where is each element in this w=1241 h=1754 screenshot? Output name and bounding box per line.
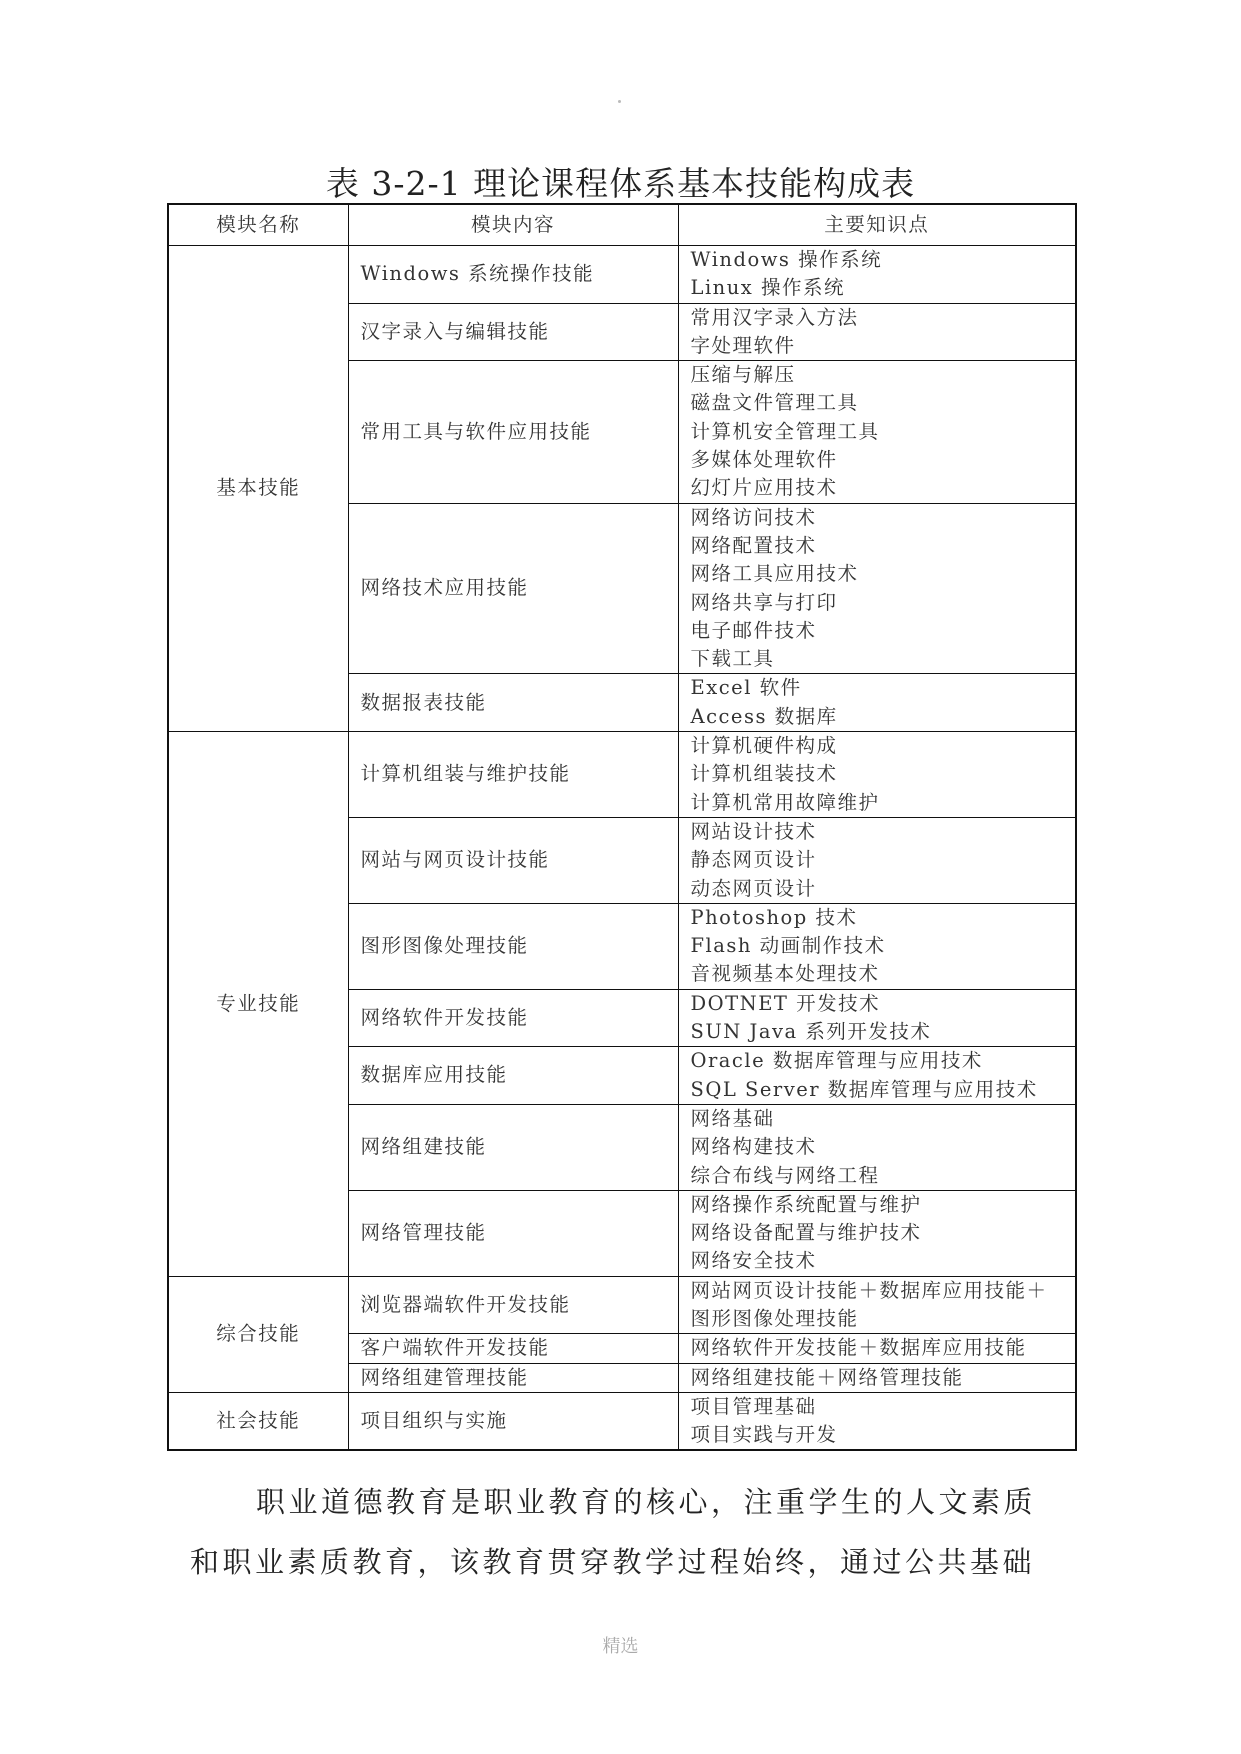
key-point-item: 计算机硬件构成 (690, 734, 838, 758)
key-point-item: DOTNET 开发技术 (690, 991, 881, 1015)
module-content-cell: 网络组建技能 (348, 1104, 678, 1190)
table-header-row (168, 204, 1076, 246)
key-point-item: SQL Server 数据库管理与应用技术 (690, 1077, 1038, 1101)
module-content-cell: 网络组建管理技能 (348, 1363, 678, 1392)
key-point-item: 常用汉字录入方法 (690, 305, 859, 329)
table-row (168, 1392, 1076, 1450)
module-content-cell: 网站与网页设计技能 (348, 817, 678, 903)
module-content-cell: 数据库应用技能 (348, 1047, 678, 1105)
key-point-item: 电子邮件技术 (690, 618, 817, 642)
key-point-item: 网络基础 (690, 1106, 775, 1130)
module-name-cell: 基本技能 (168, 246, 348, 732)
key-point-item: 网站设计技术 (690, 819, 817, 843)
key-points-cell (678, 817, 1076, 903)
table-row (168, 732, 1076, 818)
key-point-item: Windows 操作系统 (690, 248, 883, 271)
key-point-item: Photoshop 技术 (690, 905, 858, 929)
key-point-item: 网络安全技术 (690, 1249, 817, 1273)
header-dot (618, 100, 621, 103)
key-point-item: 计算机常用故障维护 (690, 790, 880, 814)
module-content-cell: 浏览器端软件开发技能 (348, 1276, 678, 1334)
key-point-item: 下载工具 (690, 647, 775, 671)
key-points-cell (678, 1334, 1076, 1363)
module-name-cell: 专业技能 (168, 732, 348, 1277)
key-point-item: 图形图像处理技能 (690, 1306, 859, 1330)
header-key-points: 主要知识点 (678, 204, 1076, 246)
key-point-item: 音视频基本处理技术 (690, 962, 880, 986)
table-row (168, 246, 1076, 304)
key-point-item: 网站网页设计技能＋数据库应用技能＋ (690, 1278, 1048, 1302)
key-points-cell (678, 989, 1076, 1047)
table-title: 表 3-2-1 理论课程体系基本技能构成表 (325, 164, 916, 203)
key-point-item: 字处理软件 (690, 333, 796, 357)
module-content-cell: Windows 系统操作技能 (348, 246, 678, 304)
key-point-item: 网络配置技术 (690, 533, 817, 557)
module-content-cell: 汉字录入与编辑技能 (348, 303, 678, 361)
key-points-cell (678, 303, 1076, 361)
module-name-cell: 综合技能 (168, 1276, 348, 1392)
key-point-item: 项目管理基础 (690, 1394, 817, 1418)
key-points-cell (678, 1104, 1076, 1190)
module-content-cell: 项目组织与实施 (348, 1392, 678, 1450)
key-point-item: 幻灯片应用技术 (690, 476, 838, 500)
module-content-cell: 计算机组装与维护技能 (348, 732, 678, 818)
key-point-item: 网络构建技术 (690, 1135, 817, 1159)
key-point-item: 计算机安全管理工具 (690, 419, 880, 443)
key-points-cell (678, 903, 1076, 989)
key-point-item: 计算机组装技术 (690, 762, 838, 786)
key-points-cell (678, 1392, 1076, 1450)
skills-table (167, 203, 1077, 1451)
body-paragraph-line-1: 职业道德教育是职业教育的核心，注重学生的人文素质 (256, 1485, 1037, 1519)
module-content-cell: 网络软件开发技能 (348, 989, 678, 1047)
module-name-cell: 社会技能 (168, 1392, 348, 1450)
table-row (168, 1276, 1076, 1334)
key-points-cell (678, 674, 1076, 732)
key-point-item: 磁盘文件管理工具 (690, 391, 859, 415)
key-point-item: 压缩与解压 (690, 363, 796, 387)
key-point-item: 网络访问技术 (690, 505, 817, 529)
page-footer: 精选 (602, 1636, 639, 1657)
key-points-cell (678, 1190, 1076, 1276)
key-point-item: 网络操作系统配置与维护 (690, 1192, 922, 1216)
key-point-item: Oracle 数据库管理与应用技术 (690, 1049, 983, 1073)
key-points-cell (678, 1276, 1076, 1334)
header-module-name: 模块名称 (168, 204, 348, 246)
key-point-item: 网络组建技能＋网络管理技能 (690, 1365, 964, 1389)
module-content-cell: 数据报表技能 (348, 674, 678, 732)
body-paragraph-line-2: 和职业素质教育，该教育贯穿教学过程始终，通过公共基础 (190, 1545, 1036, 1579)
key-points-cell (678, 1047, 1076, 1105)
key-point-item: 网络设备配置与维护技术 (690, 1221, 922, 1245)
key-point-item: 网络软件开发技能＋数据库应用技能 (690, 1336, 1027, 1360)
key-point-item: 多媒体处理软件 (690, 448, 838, 472)
key-point-item: Excel 软件 (690, 676, 802, 700)
key-point-item: 动态网页设计 (690, 876, 817, 900)
key-point-item: 网络工具应用技术 (690, 562, 859, 586)
key-points-cell (678, 732, 1076, 818)
module-content-cell: 网络技术应用技能 (348, 503, 678, 674)
key-point-item: SUN Java 系列开发技术 (690, 1020, 932, 1044)
module-content-cell: 图形图像处理技能 (348, 903, 678, 989)
module-content-cell: 常用工具与软件应用技能 (348, 361, 678, 503)
key-points-cell (678, 503, 1076, 674)
header-module-content: 模块内容 (348, 204, 678, 246)
table-body (168, 246, 1076, 1451)
key-point-item: 网络共享与打印 (690, 590, 838, 614)
key-points-cell (678, 361, 1076, 503)
key-point-item: Linux 操作系统 (690, 276, 845, 300)
key-points-cell (678, 246, 1076, 304)
module-content-cell: 客户端软件开发技能 (348, 1334, 678, 1363)
module-content-cell: 网络管理技能 (348, 1190, 678, 1276)
key-points-cell (678, 1363, 1076, 1392)
key-point-item: 项目实践与开发 (690, 1423, 838, 1447)
key-point-item: Flash 动画制作技术 (690, 934, 886, 958)
key-point-item: Access 数据库 (690, 704, 838, 728)
key-point-item: 静态网页设计 (690, 848, 817, 872)
key-point-item: 综合布线与网络工程 (690, 1163, 880, 1187)
